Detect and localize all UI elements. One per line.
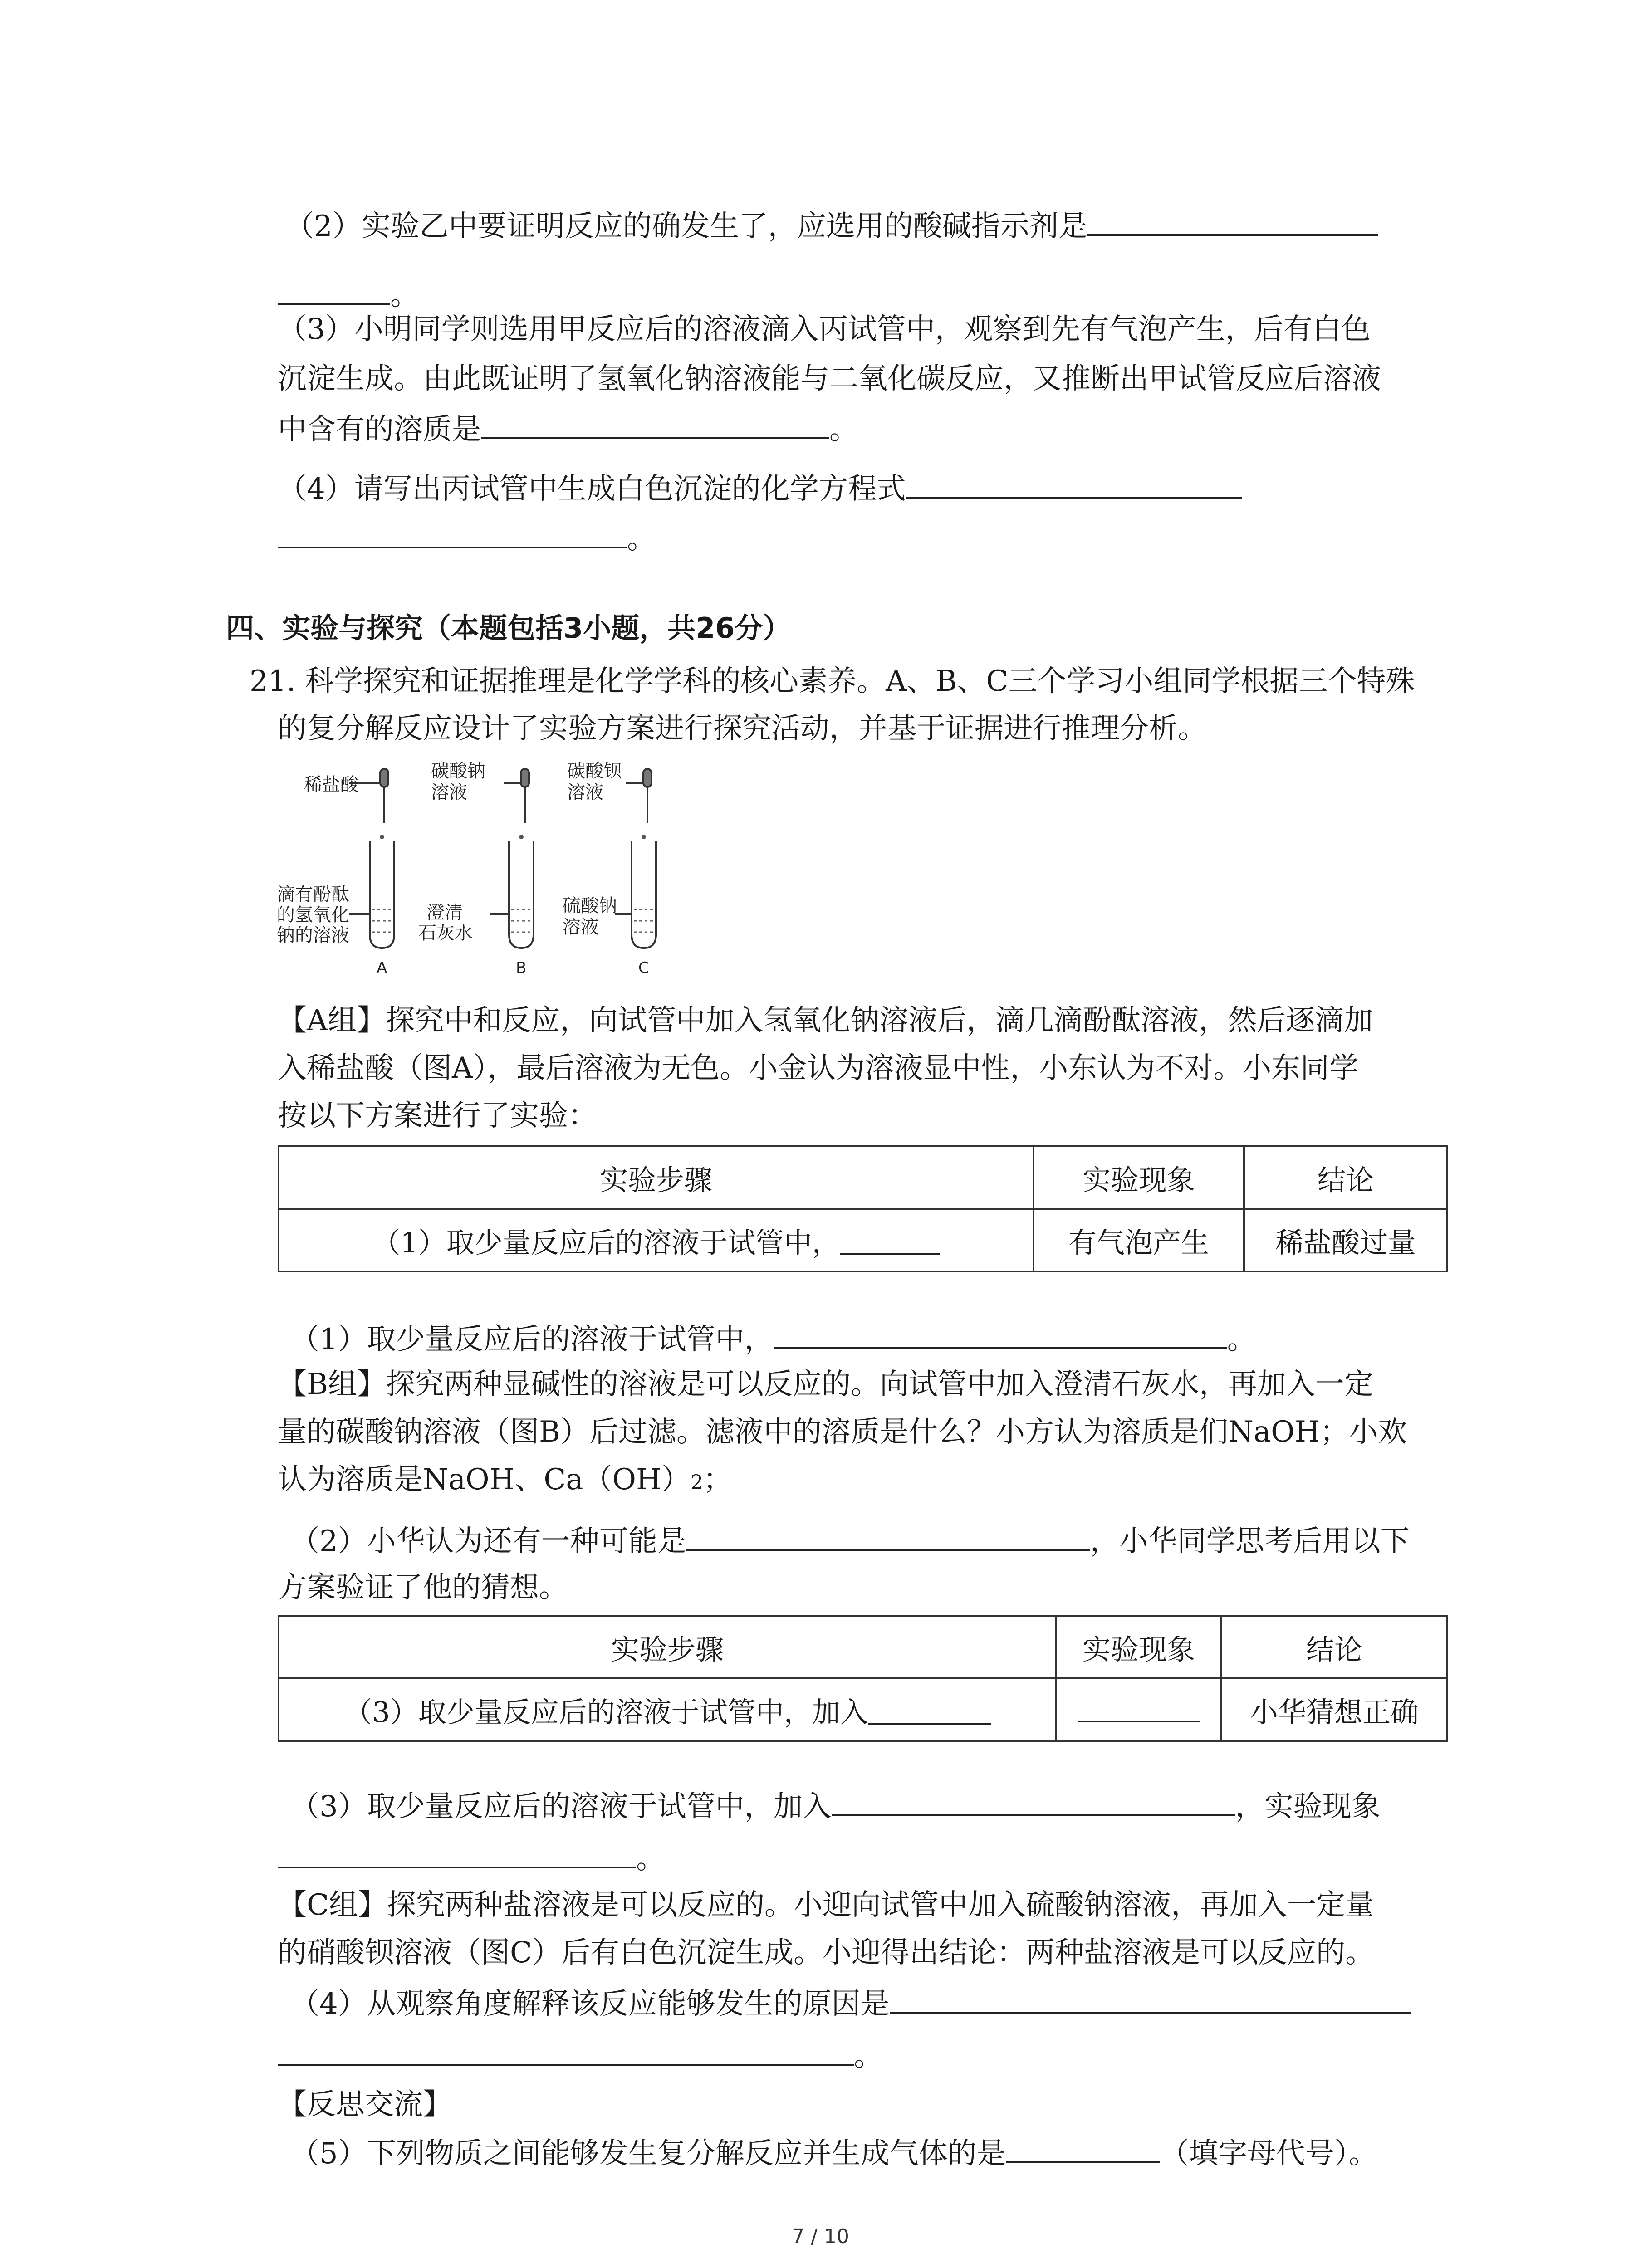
label-c-reagent-2: 溶液 xyxy=(567,782,603,803)
q4c-tail: 。 xyxy=(854,2039,883,2073)
group-b-line-3 xyxy=(278,1461,732,1501)
table-b-header-conclusion: 结论 xyxy=(1221,1616,1447,1678)
fill1-text: （1）取少量反应后的溶液于试管中， xyxy=(290,1323,774,1356)
q4c-text: （4）从观察角度解释该反应能够发生的原因是 xyxy=(290,1987,890,2021)
label-b: B xyxy=(516,959,527,977)
test-tubes-figure xyxy=(277,755,667,1000)
table-b-phenomenon-blank[interactable] xyxy=(1078,1697,1200,1722)
group-c-line-2: 的硝酸钡溶液（图C）后有白色沉淀生成。小迎得出结论：两种盐溶液是可以反应的。 xyxy=(278,1936,1374,1970)
q2-text: （2）实验乙中要证明反应的确发生了，应选用的酸碱指示剂是 xyxy=(285,210,1087,243)
label-c: C xyxy=(638,959,649,977)
label-a: A xyxy=(377,959,387,977)
label-dilute-hcl: 稀盐酸 xyxy=(304,774,358,795)
q3-tail: 。 xyxy=(829,413,858,446)
q4c-line xyxy=(290,1984,1411,2022)
q2b-line xyxy=(290,1522,1410,1559)
table-b-row xyxy=(279,1678,1447,1741)
label-b-tube-1: 澄清 xyxy=(426,902,463,923)
q21-line-1: 21. 科学探究和证据推理是化学学科的核心素养。A、B、C三个学习小组同学根据三个特殊 xyxy=(250,665,1415,698)
q3-line-2: 沉淀生成。由此既证明了氢氧化钠溶液能与二氧化碳反应，又推断出甲试管反应后溶液 xyxy=(278,362,1381,396)
fill3-mid: ，实验现象 xyxy=(1235,1790,1381,1823)
table-a-header-conclusion: 结论 xyxy=(1244,1146,1447,1209)
q4-text: （4）请写出丙试管中生成白色沉淀的化学方程式 xyxy=(278,472,906,506)
group-c-line-1: 【C组】探究两种盐溶液是可以反应的。小迎向试管中加入硫酸钠溶液，再加入一定量 xyxy=(278,1888,1374,1922)
q4-answer-blank-cont[interactable] xyxy=(278,519,627,548)
fill1-tail: 。 xyxy=(1227,1323,1256,1356)
q2-tail: 。 xyxy=(390,279,419,312)
table-a-phenomenon: 有气泡产生 xyxy=(1034,1209,1244,1271)
label-c-reagent-1: 碳酸钡 xyxy=(567,761,622,782)
table-b-step-blank[interactable] xyxy=(868,1699,991,1725)
q2-answer-blank[interactable] xyxy=(1087,207,1378,236)
label-b-reagent-1: 碳酸钠 xyxy=(431,761,485,782)
q2b-line-2: 方案验证了他的猜想。 xyxy=(278,1571,568,1604)
q4-line xyxy=(278,469,1242,507)
q2-line-2 xyxy=(278,276,419,313)
q2b-text: （2）小华认为还有一种可能是 xyxy=(290,1525,686,1558)
table-b-phenomenon-cell xyxy=(1056,1678,1221,1741)
group-b-subscript: 2 xyxy=(690,1471,703,1494)
fill3-line-2 xyxy=(278,1839,665,1877)
group-a-line-3: 按以下方案进行了实验： xyxy=(278,1099,597,1133)
fill3-line xyxy=(290,1787,1381,1825)
label-b-tube-2: 石灰水 xyxy=(418,923,473,943)
table-a-header-row xyxy=(279,1146,1447,1209)
q3-text: 中含有的溶质是 xyxy=(278,413,481,446)
table-b-header-step: 实验步骤 xyxy=(279,1616,1056,1678)
table-b-header-phenomenon: 实验现象 xyxy=(1056,1616,1221,1678)
group-b-line-3-tail: ； xyxy=(703,1463,732,1496)
q4-line-2 xyxy=(278,519,656,557)
dropper-c-bulb xyxy=(643,769,652,787)
reflect-title: 【反思交流】 xyxy=(278,2088,452,2121)
group-b-line-2: 量的碳酸钠溶液（图B）后过滤。滤液中的溶质是什么？小方认为溶质是们NaOH；小欢 xyxy=(278,1415,1407,1449)
q2-line xyxy=(285,207,1378,244)
label-c-tube-1: 硫酸钠 xyxy=(563,895,617,916)
q21-line-2: 的复分解反应设计了实验方案进行探究活动，并基于证据进行推理分析。 xyxy=(278,712,1207,745)
table-b-header-row xyxy=(279,1616,1447,1678)
table-a-step-text: （1）取少量反应后的溶液于试管中， xyxy=(372,1226,840,1259)
table-group-a xyxy=(278,1145,1448,1272)
table-a-row xyxy=(279,1209,1447,1271)
table-b-step-text: （3）取少量反应后的溶液于试管中，加入 xyxy=(344,1695,868,1729)
fill1-answer-blank[interactable] xyxy=(774,1320,1227,1349)
fill3-phenomenon-blank[interactable] xyxy=(278,1839,636,1868)
table-a-header-step: 实验步骤 xyxy=(279,1146,1034,1209)
fill1-line xyxy=(290,1320,1256,1358)
q3-answer-blank[interactable] xyxy=(481,410,829,439)
table-group-b xyxy=(278,1615,1448,1742)
q4c-answer-blank[interactable] xyxy=(890,1984,1411,2014)
table-b-step-cell xyxy=(279,1678,1056,1741)
page-number: 7 / 10 xyxy=(792,2225,849,2248)
section-4-title: 四、实验与探究（本题包括3小题，共26分） xyxy=(226,611,791,645)
table-b-conclusion: 小华猜想正确 xyxy=(1221,1678,1447,1741)
q2b-tail: ，小华同学思考后用以下 xyxy=(1090,1525,1410,1558)
q2-answer-blank-cont[interactable] xyxy=(278,276,390,305)
q4c-answer-blank-cont[interactable] xyxy=(278,2037,854,2066)
fill3-text: （3）取少量反应后的溶液于试管中，加入 xyxy=(290,1790,832,1823)
q4-answer-blank[interactable] xyxy=(906,469,1242,499)
dropper-b-bulb xyxy=(521,769,529,787)
table-a-step-cell xyxy=(279,1209,1034,1271)
table-a-conclusion: 稀盐酸过量 xyxy=(1244,1209,1447,1271)
dropper-a-bulb xyxy=(380,769,388,787)
label-b-reagent-2: 溶液 xyxy=(431,782,467,803)
q4c-line-2 xyxy=(278,2037,883,2074)
q3-line-3 xyxy=(278,410,858,448)
label-a-tube-2: 的氢氧化 xyxy=(277,904,349,925)
q5-line xyxy=(290,2134,1378,2172)
fill3-tail: 。 xyxy=(636,1842,665,1876)
q5-tail: （填字母代号）。 xyxy=(1160,2137,1378,2170)
group-b-line-3-text: 认为溶质是NaOH、Ca（OH） xyxy=(278,1463,691,1496)
label-a-tube-3: 钠的溶液 xyxy=(277,925,349,946)
label-c-tube-2: 溶液 xyxy=(563,917,599,938)
group-a-line-1: 【A组】探究中和反应，向试管中加入氢氧化钠溶液后，滴几滴酚酞溶液，然后逐滴加 xyxy=(278,1004,1373,1037)
q5-answer-blank[interactable] xyxy=(1006,2134,1160,2163)
q5-text: （5）下列物质之间能够发生复分解反应并生成气体的是 xyxy=(290,2137,1006,2170)
q2b-answer-blank[interactable] xyxy=(686,1522,1090,1551)
q3-line-1: （3）小明同学则选用甲反应后的溶液滴入丙试管中，观察到先有气泡产生，后有白色 xyxy=(278,313,1371,346)
table-a-header-phenomenon: 实验现象 xyxy=(1034,1146,1244,1209)
label-a-tube-1: 滴有酚酞 xyxy=(277,884,349,905)
q4-tail: 。 xyxy=(627,522,656,556)
fill3-answer-blank[interactable] xyxy=(832,1787,1235,1816)
group-b-line-1: 【B组】探究两种显碱性的溶液是可以反应的。向试管中加入澄清石灰水，再加入一定 xyxy=(278,1368,1374,1401)
table-a-step-blank[interactable] xyxy=(840,1230,940,1255)
group-a-line-2: 入稀盐酸（图A），最后溶液为无色。小金认为溶液显中性，小东认为不对。小东同学 xyxy=(278,1051,1359,1085)
